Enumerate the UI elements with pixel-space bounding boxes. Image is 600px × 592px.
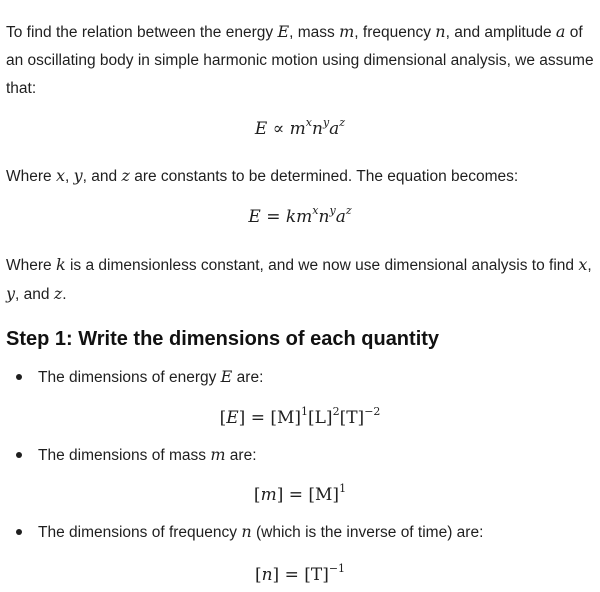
bullet-energy: The dimensions of energy E are: <box>38 367 264 386</box>
var-y: y <box>73 166 83 185</box>
mass-dimensions-equation: $[m] = [M]^1$ <box>253 482 347 505</box>
bullet-frequency: The dimensions of frequency n (which is the inverse of time) are: <box>38 522 484 541</box>
var-mass: m <box>339 22 355 41</box>
var-frequency: n <box>435 22 446 41</box>
intro-text: of an oscillating body in simple harmonic motion using dimensional analysis, we assume that: <box>6 24 594 97</box>
frequency-dimensions-equation: $[n] = [T]^{-1}$ <box>254 562 346 585</box>
intro-text: To find the relation between the energy <box>6 24 274 41</box>
bullet-dot <box>16 374 22 380</box>
dimensionless-paragraph: Where k is a dimensionless constant, and we now use dimensional analysis to find x, y, and z. <box>6 255 592 303</box>
step1-heading: Step 1: Write the dimensions of each quantity <box>6 328 440 350</box>
var-x: x <box>55 166 65 185</box>
constant-equation: $E = km^xn^ya^z$ <box>248 204 352 227</box>
bullet-mass: The dimensions of mass m are: <box>38 445 257 464</box>
var-amplitude: a <box>555 22 566 41</box>
energy-dimensions-equation: $[E] = [M]^1[L]^2[T]^{-2}$ <box>219 405 381 428</box>
bullet-dot <box>16 452 22 458</box>
constants-paragraph: Where x, y, and z are constants to be determined. The equation becomes: <box>6 166 519 185</box>
proportionality-equation: $E \propto m^xn^ya^z$ <box>254 116 346 139</box>
intro-text: , and amplitude <box>445 24 552 41</box>
var-energy: E <box>277 22 290 41</box>
intro-text: , frequency <box>354 24 431 41</box>
intro-paragraph <box>6 18 594 103</box>
bullet-dot <box>16 529 22 535</box>
intro-text: , mass <box>289 24 335 41</box>
var-k: k <box>55 255 66 274</box>
var-z: z <box>121 166 130 185</box>
